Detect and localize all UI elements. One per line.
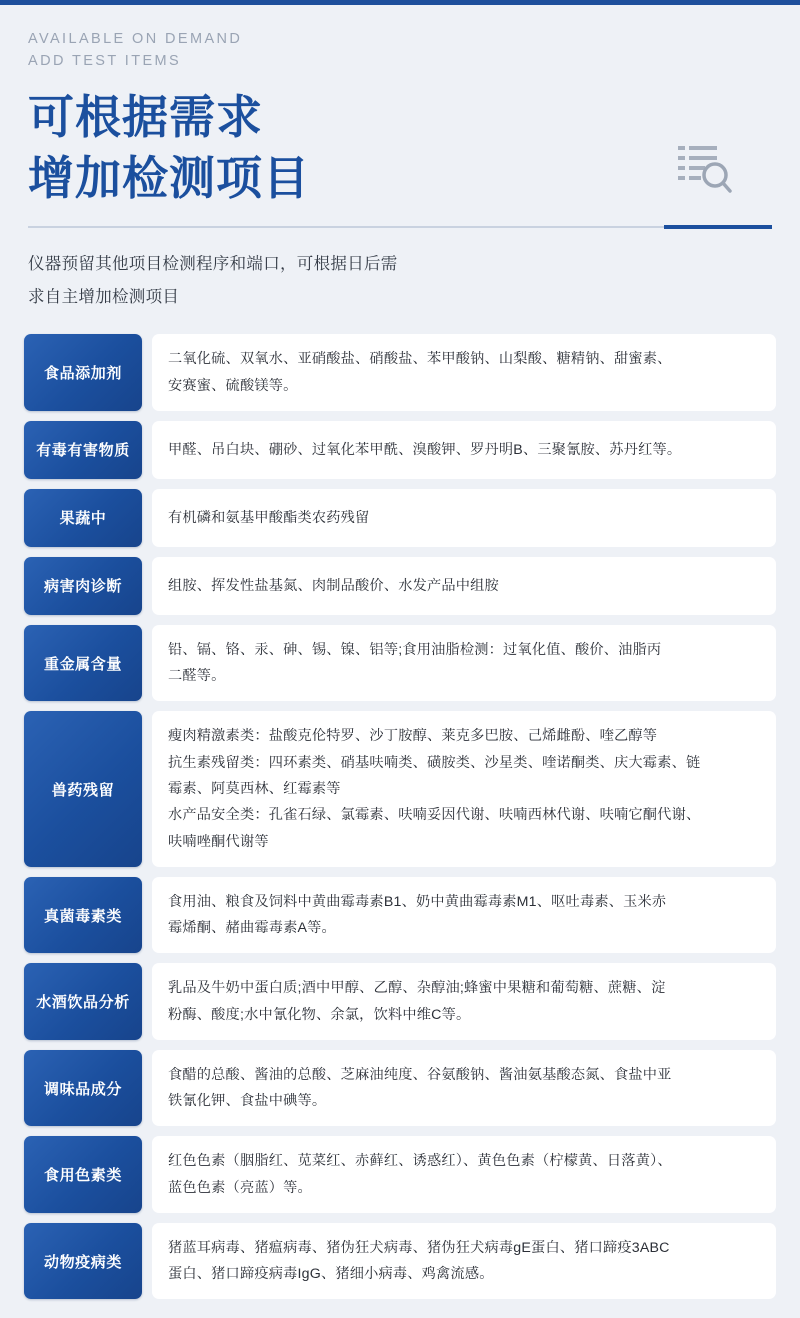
page-header xyxy=(0,0,800,208)
category-tag: 兽药残留 xyxy=(24,711,142,866)
category-content xyxy=(152,1223,776,1300)
list-item xyxy=(24,1050,776,1127)
category-tag: 食品添加剂 xyxy=(24,334,142,411)
category-content xyxy=(152,557,776,615)
list-item xyxy=(24,557,776,615)
content-line: 食用油、粮食及饲料中黄曲霉毒素B1、奶中黄曲霉毒素M1、呕吐毒素、玉米赤 xyxy=(168,893,667,910)
category-content xyxy=(152,877,776,954)
document-search-icon xyxy=(676,142,732,194)
content-line: 霉素、阿莫西林、红霉素等 xyxy=(168,780,341,797)
eyebrow-line-1: AVAILABLE ON DEMAND xyxy=(28,31,243,47)
subtitle-line-2: 求自主增加检测项目 xyxy=(28,288,180,307)
category-tag: 动物疫病类 xyxy=(24,1223,142,1300)
header-divider-accent xyxy=(664,225,772,229)
content-line: 食醋的总酸、酱油的总酸、芝麻油纯度、谷氨酸钠、酱油氨基酸态氮、食盐中亚 xyxy=(168,1066,672,1083)
page-subtitle xyxy=(28,248,772,314)
category-content xyxy=(152,1136,776,1213)
content-line: 水产品安全类：孔雀石绿、氯霉素、呋喃妥因代谢、呋喃西林代谢、呋喃它酮代谢、 xyxy=(168,807,701,824)
content-line: 猪蓝耳病毒、猪瘟病毒、猪伪狂犬病毒、猪伪狂犬病毒gE蛋白、猪口蹄疫3ABC xyxy=(168,1239,670,1256)
category-tag: 真菌毒素类 xyxy=(24,877,142,954)
content-line: 粉酶、酸度;水中氰化物、余氯，饮料中维C等。 xyxy=(168,1006,471,1023)
content-line: 红色色素（胭脂红、苋菜红、赤藓红、诱惑红）、黄色色素（柠檬黄、日落黄）、 xyxy=(168,1153,672,1170)
content-line: 安赛蜜、硫酸镁等。 xyxy=(168,377,298,394)
category-content xyxy=(152,1050,776,1127)
content-line: 乳品及牛奶中蛋白质;酒中甲醇、乙醇、杂醇油;蜂蜜中果糖和葡萄糖、蔗糖、淀 xyxy=(168,980,666,997)
category-tag: 果蔬中 xyxy=(24,489,142,547)
content-line: 铁氰化钾、食盐中碘等。 xyxy=(168,1093,327,1110)
category-list xyxy=(24,334,776,1299)
list-item xyxy=(24,963,776,1040)
content-line: 蓝色色素（亮蓝）等。 xyxy=(168,1179,312,1196)
category-tag: 重金属含量 xyxy=(24,625,142,702)
category-tag: 调味品成分 xyxy=(24,1050,142,1127)
category-tag: 病害肉诊断 xyxy=(24,557,142,615)
header-divider xyxy=(28,226,772,228)
category-tag: 水酒饮品分析 xyxy=(24,963,142,1040)
page-title-line-1: 可根据需求 xyxy=(28,90,263,143)
list-item xyxy=(24,877,776,954)
list-item xyxy=(24,1223,776,1300)
category-content xyxy=(152,711,776,866)
content-line: 二氧化硫、双氧水、亚硝酸盐、硝酸盐、苯甲酸钠、山梨酸、糖精钠、甜蜜素、 xyxy=(168,351,672,368)
title-row xyxy=(28,87,772,208)
category-content xyxy=(152,625,776,702)
content-line: 组胺、挥发性盐基氮、肉制品酸价、水发产品中组胺 xyxy=(168,577,499,594)
page-title-line-2: 增加检测项目 xyxy=(28,151,310,204)
eyebrow-text xyxy=(28,28,772,73)
content-line: 二醛等。 xyxy=(168,668,226,685)
page-title xyxy=(28,87,772,208)
content-line: 有机磷和氨基甲酸酯类农药残留 xyxy=(168,509,370,526)
content-line: 瘦肉精激素类：盐酸克伦特罗、沙丁胺醇、莱克多巴胺、己烯雌酚、喹乙醇等 xyxy=(168,728,658,745)
category-content xyxy=(152,334,776,411)
category-content xyxy=(152,489,776,547)
content-line: 铅、镉、铬、汞、砷、锡、镍、铝等;食用油脂检测：过氧化值、酸价、油脂丙 xyxy=(168,641,662,658)
top-accent-bar xyxy=(0,0,800,5)
list-item xyxy=(24,334,776,411)
list-item xyxy=(24,1136,776,1213)
category-content xyxy=(152,421,776,479)
content-line: 呋喃唑酮代谢等 xyxy=(168,833,269,850)
list-item xyxy=(24,625,776,702)
category-tag: 食用色素类 xyxy=(24,1136,142,1213)
content-line: 甲醛、吊白块、硼砂、过氧化苯甲酰、溴酸钾、罗丹明B、三聚氰胺、苏丹红等。 xyxy=(168,441,682,458)
content-line: 蛋白、猪口蹄疫病毒IgG、猪细小病毒、鸡禽流感。 xyxy=(168,1266,494,1283)
content-line: 抗生素残留类：四环素类、硝基呋喃类、磺胺类、沙星类、喹诺酮类、庆大霉素、链 xyxy=(168,754,701,771)
list-item xyxy=(24,489,776,547)
list-item xyxy=(24,421,776,479)
content-line: 霉烯酮、赭曲霉毒素A等。 xyxy=(168,920,336,937)
eyebrow-line-2: ADD TEST ITEMS xyxy=(28,53,182,70)
subtitle-line-1: 仪器预留其他项目检测程序和端口，可根据日后需 xyxy=(28,255,398,274)
list-item xyxy=(24,711,776,866)
category-tag: 有毒有害物质 xyxy=(24,421,142,479)
category-content xyxy=(152,963,776,1040)
